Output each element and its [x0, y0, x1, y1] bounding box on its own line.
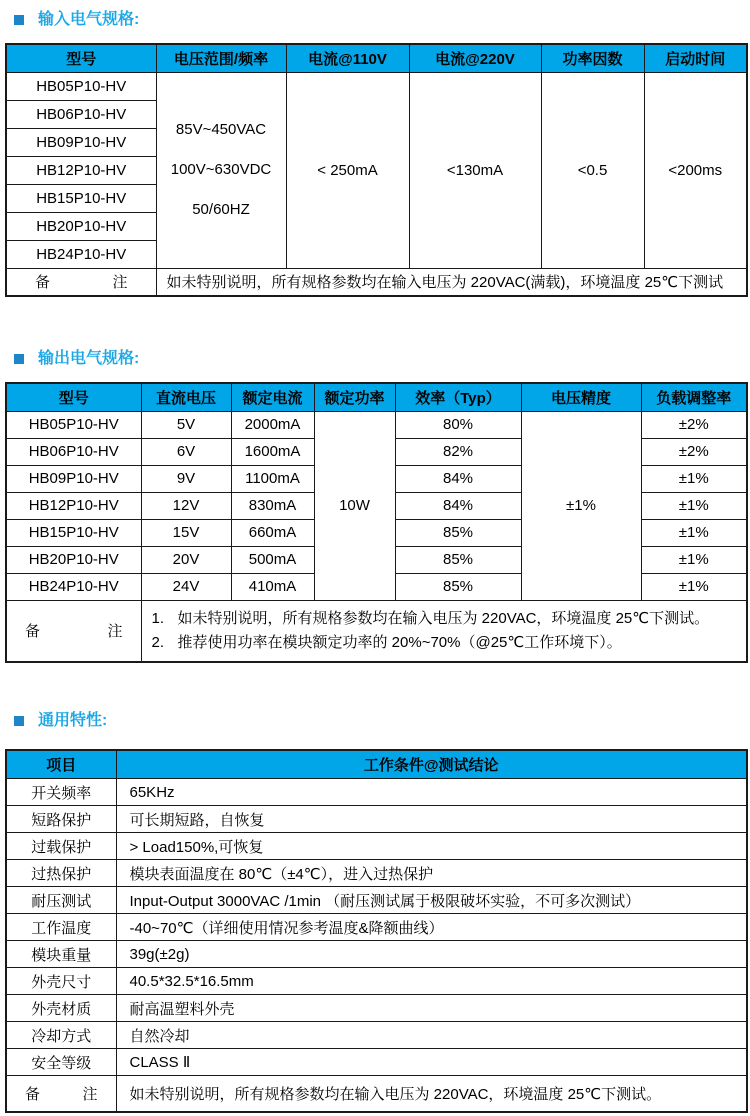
load-regulation-cell: ±1%	[641, 573, 747, 600]
remark-line-text: 推荐使用功率在模块额定功率的 20%~70%（@25℃工作环境下）。	[177, 633, 622, 651]
table-row	[6, 72, 747, 100]
model-cell: HB20P10-HV	[6, 546, 141, 573]
input-section-title-text: 输入电气规格:	[38, 11, 140, 28]
header-power-factor: 功率因数	[541, 44, 644, 72]
rated-current-cell: 1600mA	[231, 438, 314, 465]
header-model: 型号	[6, 44, 156, 72]
table-row	[6, 914, 747, 941]
item-label: 过热保护	[6, 860, 116, 887]
output-specs-section	[5, 349, 750, 663]
general-section-title	[14, 711, 750, 731]
dc-voltage-cell: 5V	[141, 411, 231, 438]
model-cell: HB15P10-HV	[6, 519, 141, 546]
model-cell: HB09P10-HV	[6, 465, 141, 492]
model-cell: HB12P10-HV	[6, 156, 156, 184]
general-specs-section	[5, 711, 750, 1113]
table-row	[6, 833, 747, 860]
item-label: 外壳尺寸	[6, 968, 116, 995]
spec-document	[0, 10, 750, 1113]
model-cell: HB05P10-HV	[6, 72, 156, 100]
section-bullet-icon	[14, 354, 24, 364]
item-value: -40~70℃（详细使用情况参考温度&降额曲线）	[116, 914, 747, 941]
remark-text: 如未特别说明，所有规格参数均在输入电压为 220VAC，环境温度 25℃下测试。	[116, 1076, 747, 1112]
remark-text: 如未特别说明，所有规格参数均在输入电压为 220VAC(满载)，环境温度 25℃下测试	[156, 268, 747, 296]
output-section-title	[14, 349, 750, 369]
rated-current-cell: 1100mA	[231, 465, 314, 492]
startup-time-cell: <200ms	[644, 72, 747, 268]
rated-current-cell: 2000mA	[231, 411, 314, 438]
dc-voltage-cell: 12V	[141, 492, 231, 519]
model-cell: HB24P10-HV	[6, 240, 156, 268]
model-cell: HB20P10-HV	[6, 212, 156, 240]
table-row	[6, 941, 747, 968]
voltage-range-line: 100V~630VDC	[170, 161, 272, 178]
output-specs-table	[5, 382, 748, 663]
dc-voltage-cell: 9V	[141, 465, 231, 492]
load-regulation-cell: ±1%	[641, 519, 747, 546]
item-label: 工作温度	[6, 914, 116, 941]
dc-voltage-cell: 24V	[141, 573, 231, 600]
rated-current-cell: 830mA	[231, 492, 314, 519]
item-value: CLASS Ⅱ	[116, 1049, 747, 1076]
header-model: 型号	[6, 383, 141, 411]
model-cell: HB12P10-HV	[6, 492, 141, 519]
header-voltage-precision: 电压精度	[521, 383, 641, 411]
item-value: 模块表面温度在 80℃（±4℃），进入过热保护	[116, 860, 747, 887]
item-label: 开关频率	[6, 779, 116, 806]
model-cell: HB05P10-HV	[6, 411, 141, 438]
remark-line-text: 如未特别说明，所有规格参数均在输入电压为 220VAC，环境温度 25℃下测试。	[177, 609, 710, 627]
output-section-title-text: 输出电气规格:	[38, 350, 140, 367]
item-label: 模块重量	[6, 941, 116, 968]
remark-label-char: 注	[112, 274, 128, 292]
voltage-range-line: 85V~450VAC	[175, 121, 267, 138]
header-efficiency: 效率（Typ）	[395, 383, 521, 411]
efficiency-cell: 84%	[395, 492, 521, 519]
header-dc-voltage: 直流电压	[141, 383, 231, 411]
remark-label-char: 备	[25, 623, 41, 640]
remark-row	[6, 600, 747, 662]
remark-label-cell	[6, 1076, 116, 1112]
load-regulation-cell: ±2%	[641, 411, 747, 438]
load-regulation-cell: ±1%	[641, 492, 747, 519]
header-current-220v: 电流@220V	[409, 44, 541, 72]
item-label: 短路保护	[6, 806, 116, 833]
header-rated-current: 额定电流	[231, 383, 314, 411]
efficiency-cell: 85%	[395, 546, 521, 573]
table-row	[6, 1022, 747, 1049]
dc-voltage-cell: 15V	[141, 519, 231, 546]
input-specs-table	[5, 43, 748, 297]
remark-row	[6, 1076, 747, 1112]
header-rated-power: 额定功率	[314, 383, 395, 411]
item-value: > Load150%,可恢复	[116, 833, 747, 860]
remark-text-cell	[141, 600, 747, 662]
input-table-header-row	[6, 44, 747, 72]
efficiency-cell: 85%	[395, 573, 521, 600]
model-cell: HB09P10-HV	[6, 128, 156, 156]
table-row	[6, 411, 747, 438]
model-cell: HB06P10-HV	[6, 438, 141, 465]
load-regulation-cell: ±1%	[641, 465, 747, 492]
item-value: 65KHz	[116, 779, 747, 806]
voltage-range-cell	[156, 72, 286, 268]
load-regulation-cell: ±1%	[641, 546, 747, 573]
table-row	[6, 887, 747, 914]
model-cell: HB06P10-HV	[6, 100, 156, 128]
model-cell: HB15P10-HV	[6, 184, 156, 212]
dc-voltage-cell: 20V	[141, 546, 231, 573]
model-cell: HB24P10-HV	[6, 573, 141, 600]
voltage-precision-cell: ±1%	[521, 411, 641, 600]
header-current-110v: 电流@110V	[286, 44, 409, 72]
general-section-title-text: 通用特性:	[38, 711, 108, 729]
item-value: 自然冷却	[116, 1022, 747, 1049]
general-table-header-row	[6, 750, 747, 779]
item-label: 过载保护	[6, 833, 116, 860]
power-factor-cell: <0.5	[541, 72, 644, 268]
item-value: 40.5*32.5*16.5mm	[116, 968, 747, 995]
item-label: 耐压测试	[6, 887, 116, 914]
rated-current-cell: 500mA	[231, 546, 314, 573]
section-bullet-icon	[14, 716, 24, 726]
input-specs-section	[5, 10, 750, 297]
remark-label-char: 注	[82, 1085, 98, 1103]
voltage-range-line: 50/60HZ	[192, 201, 250, 218]
input-section-title	[14, 10, 750, 30]
item-value: 39g(±2g)	[116, 941, 747, 968]
remark-line-number: 1.	[151, 609, 165, 627]
item-label: 安全等级	[6, 1049, 116, 1076]
remark-label-char: 注	[107, 623, 123, 640]
table-row	[6, 806, 747, 833]
remark-row	[6, 268, 747, 296]
header-startup-time: 启动时间	[644, 44, 747, 72]
efficiency-cell: 85%	[395, 519, 521, 546]
current-110v-cell: < 250mA	[286, 72, 409, 268]
efficiency-cell: 80%	[395, 411, 521, 438]
table-row	[6, 968, 747, 995]
item-value: 耐高温塑料外壳	[116, 995, 747, 1022]
header-load-regulation: 负载调整率	[641, 383, 747, 411]
header-voltage-range: 电压范围/频率	[156, 44, 286, 72]
table-row	[6, 779, 747, 806]
output-table-header-row	[6, 383, 747, 411]
current-220v-cell: <130mA	[409, 72, 541, 268]
rated-current-cell: 660mA	[231, 519, 314, 546]
general-specs-table	[5, 749, 748, 1113]
item-label: 外壳材质	[6, 995, 116, 1022]
item-value: Input-Output 3000VAC /1min （耐压测试属于极限破坏实验，不可多次测试）	[116, 887, 747, 914]
item-label: 冷却方式	[6, 1022, 116, 1049]
rated-current-cell: 410mA	[231, 573, 314, 600]
header-condition: 工作条件@测试结论	[116, 750, 747, 779]
remark-line-number: 2.	[151, 633, 165, 651]
remark-line	[152, 631, 745, 655]
table-row	[6, 860, 747, 887]
remark-line	[152, 607, 745, 631]
dc-voltage-cell: 6V	[141, 438, 231, 465]
rated-power-cell: 10W	[314, 411, 395, 600]
header-item: 项目	[6, 750, 116, 779]
item-value: 可长期短路，自恢复	[116, 806, 747, 833]
efficiency-cell: 84%	[395, 465, 521, 492]
remark-label-cell	[6, 268, 156, 296]
table-row	[6, 995, 747, 1022]
load-regulation-cell: ±2%	[641, 438, 747, 465]
remark-label-char: 备	[35, 274, 51, 292]
remark-label-cell	[6, 600, 141, 662]
efficiency-cell: 82%	[395, 438, 521, 465]
table-row	[6, 1049, 747, 1076]
remark-label-char: 备	[25, 1085, 41, 1103]
section-bullet-icon	[14, 15, 24, 25]
